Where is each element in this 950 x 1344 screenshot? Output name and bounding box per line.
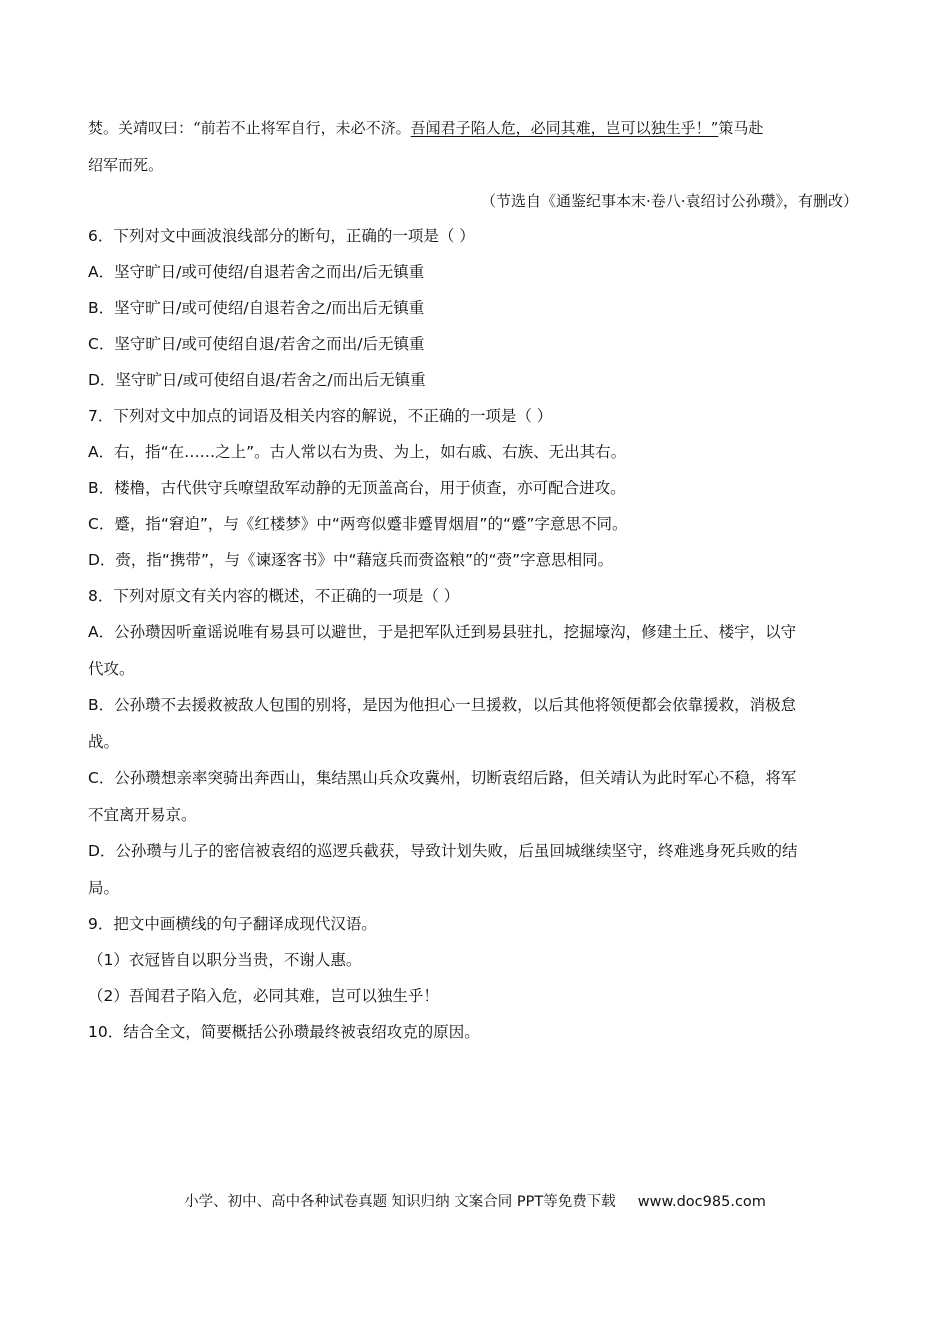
footer-text: 小学、初中、高中各种试卷真题 知识归纳 文案合同 PPT等免费下载 — [184, 1194, 616, 1210]
passage-line-2: 绍军而死。 — [88, 156, 164, 174]
question-8-option-a: A．公孙瓒因听童谣说唯有易县可以避世，于是把军队迁到易县驻扎，挖掘壕沟，修建土丘、楼宇，以守 — [88, 623, 797, 641]
question-6-stem: 6．下列对文中画波浪线部分的断句，正确的一项是（ ） — [88, 227, 475, 245]
question-10-stem: 10．结合全文，简要概括公孙瓒最终被袁绍攻克的原因。 — [88, 1023, 480, 1041]
question-8-option-d-cont: 局。 — [88, 879, 120, 897]
question-8-stem: 8．下列对原文有关内容的概述，不正确的一项是（ ） — [88, 587, 460, 605]
question-7-option-b: B．楼橹，古代供守兵嘹望敌军动静的无顶盖高台，用于侦查，亦可配合进攻。 — [88, 479, 626, 497]
footer-site-link[interactable]: www.doc985.com — [637, 1194, 766, 1210]
underlined-sentence: 吾闻君子陷人危，必同其难，岂可以独生乎！” — [410, 119, 719, 137]
page-footer — [0, 1193, 950, 1211]
passage-text: 策马赴 — [718, 119, 764, 137]
question-8-option-a-cont: 代攻。 — [88, 660, 135, 678]
passage-line-1 — [88, 118, 763, 138]
question-8-option-c: C．公孙瓒想亲率突骑出奔西山，集结黑山兵众攻冀州，切断袁绍后路，但关靖认为此时军心不稳，将军 — [88, 769, 797, 787]
question-7-option-d: D．赍，指“携带”，与《谏逐客书》中“藉寇兵而赍盗粮”的“赍”字意思相同。 — [88, 551, 614, 569]
question-6-option-a: A．坚守旷日/或可使绍/自退若舍之而出/后无镇重 — [88, 263, 425, 281]
question-7-stem: 7．下列对文中加点的词语及相关内容的解说，不正确的一项是（ ） — [88, 407, 553, 425]
question-8-option-c-cont: 不宜离开易京。 — [88, 806, 197, 824]
question-8-option-b: B．公孙瓒不去援救被敌人包围的别将，是因为他担心一旦援救，以后其他将领便都会依靠援救，消极怠 — [88, 696, 797, 714]
question-7-option-a: A．右，指“在……之上”。古人常以右为贵、为上，如右戚、右族、无出其右。 — [88, 443, 627, 461]
question-8-option-d: D．公孙瓒与儿子的密信被袁绍的巡逻兵截获，导致计划失败，后虽回城继续坚守，终难逃身死兵败的结 — [88, 842, 798, 860]
passage-text: 焚。关靖叹曰：“前若不止将军自行，未必不济。 — [88, 119, 411, 137]
question-6-option-c: C．坚守旷日/或可使绍自退/若舍之而出/后无镇重 — [88, 335, 425, 353]
question-6-option-b: B．坚守旷日/或可使绍/自退若舍之/而出后无镇重 — [88, 299, 425, 317]
question-6-option-d: D．坚守旷日/或可使绍自退/若舍之/而出后无镇重 — [88, 371, 426, 389]
question-9-sentence-2: （2）吾闻君子陷入危，必同其难，岂可以独生乎！ — [88, 987, 439, 1005]
question-9-sentence-1: （1）衣冠皆自以职分当贵，不谢人惠。 — [88, 951, 362, 969]
question-9-stem: 9．把文中画横线的句子翻译成现代汉语。 — [88, 915, 377, 933]
question-8-option-b-cont: 战。 — [88, 733, 120, 751]
passage-source: （节选自《通鉴纪事本末·卷八·袁绍讨公孙瓒》，有删改） — [480, 192, 858, 210]
question-7-option-c: C．蹙，指“窘迫”，与《红楼梦》中“两弯似蹙非蹙胃烟眉”的“蹙”字意思不同。 — [88, 515, 628, 533]
